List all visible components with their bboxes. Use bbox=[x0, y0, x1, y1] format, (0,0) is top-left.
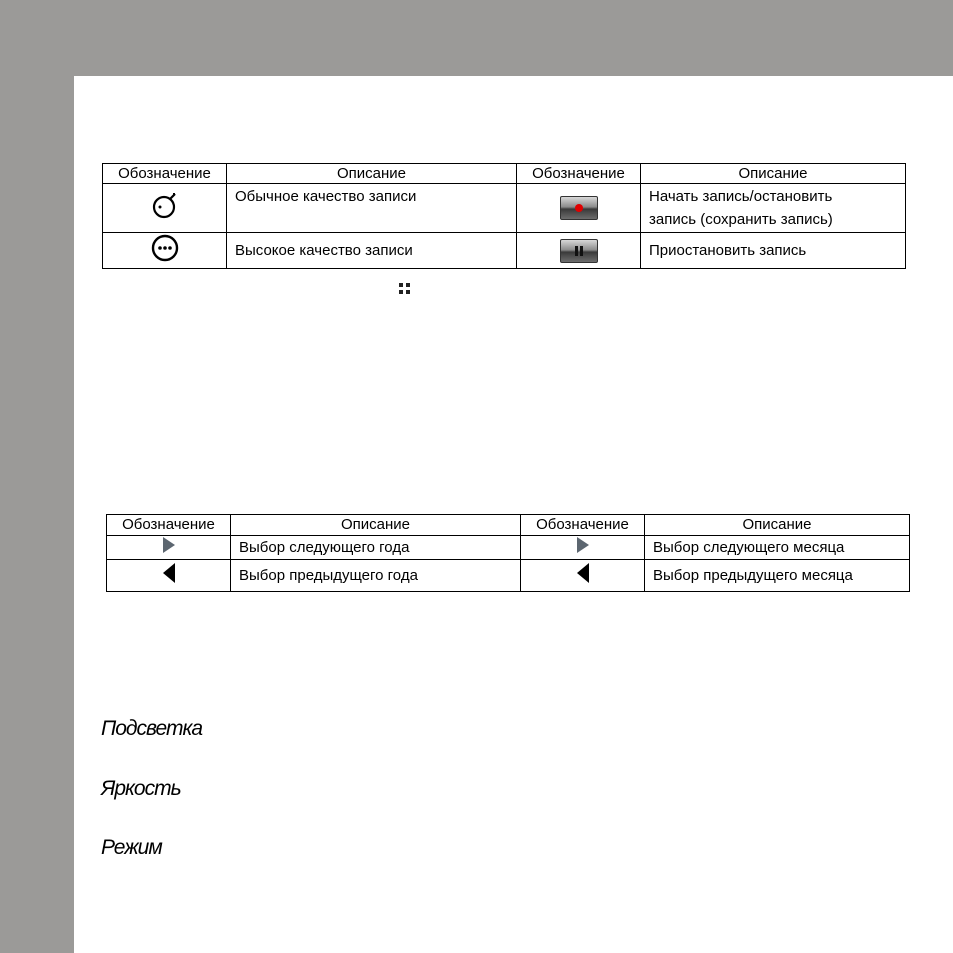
recording-icons-table bbox=[102, 163, 906, 269]
icon-cell bbox=[521, 536, 645, 560]
pause-button-icon bbox=[560, 239, 598, 263]
next-arrow-icon bbox=[575, 536, 591, 554]
table-cell: Выбор предыдущего месяца bbox=[645, 560, 910, 592]
section-heading-brightness: Яркость bbox=[101, 777, 181, 800]
document-page bbox=[74, 76, 953, 953]
section-heading-backlight: Подсветка bbox=[101, 717, 203, 740]
icon-cell bbox=[107, 560, 231, 592]
high-quality-icon bbox=[150, 233, 180, 263]
table-cell: Приостановить запись bbox=[641, 233, 906, 269]
menu-grid-icon bbox=[398, 282, 412, 296]
icon-cell bbox=[517, 233, 641, 269]
section-heading-mode: Режим bbox=[101, 836, 162, 859]
icon-cell bbox=[521, 560, 645, 592]
table-row bbox=[107, 536, 910, 560]
table-header-row bbox=[103, 164, 906, 184]
table-cell: Обычное качество записи bbox=[227, 184, 517, 233]
prev-arrow-icon bbox=[575, 562, 591, 584]
table-header: Обозначение bbox=[517, 164, 641, 184]
table-cell: Выбор следующего месяца bbox=[645, 536, 910, 560]
calendar-navigation-table bbox=[106, 514, 910, 592]
table-cell: Выбор предыдущего года bbox=[231, 560, 521, 592]
icon-cell bbox=[103, 233, 227, 269]
table-header: Обозначение bbox=[521, 515, 645, 536]
icon-cell bbox=[103, 184, 227, 233]
table-row bbox=[103, 184, 906, 233]
table-header: Описание bbox=[645, 515, 910, 536]
table-header: Обозначение bbox=[103, 164, 227, 184]
table-cell bbox=[641, 184, 906, 233]
cell-line: запись (сохранить запись) bbox=[649, 211, 833, 228]
record-button-icon bbox=[560, 196, 598, 220]
table-cell: Высокое качество записи bbox=[227, 233, 517, 269]
normal-quality-icon bbox=[151, 192, 179, 220]
table-cell: Выбор следующего года bbox=[231, 536, 521, 560]
table-row bbox=[107, 560, 910, 592]
next-arrow-icon bbox=[161, 536, 177, 554]
table-row bbox=[103, 233, 906, 269]
cell-line: Начать запись/остановить bbox=[649, 188, 833, 205]
prev-arrow-icon bbox=[161, 562, 177, 584]
icon-cell bbox=[107, 536, 231, 560]
table-header: Описание bbox=[227, 164, 517, 184]
table-header: Обозначение bbox=[107, 515, 231, 536]
icon-cell bbox=[517, 184, 641, 233]
table-header-row bbox=[107, 515, 910, 536]
table-header: Описание bbox=[641, 164, 906, 184]
table-header: Описание bbox=[231, 515, 521, 536]
